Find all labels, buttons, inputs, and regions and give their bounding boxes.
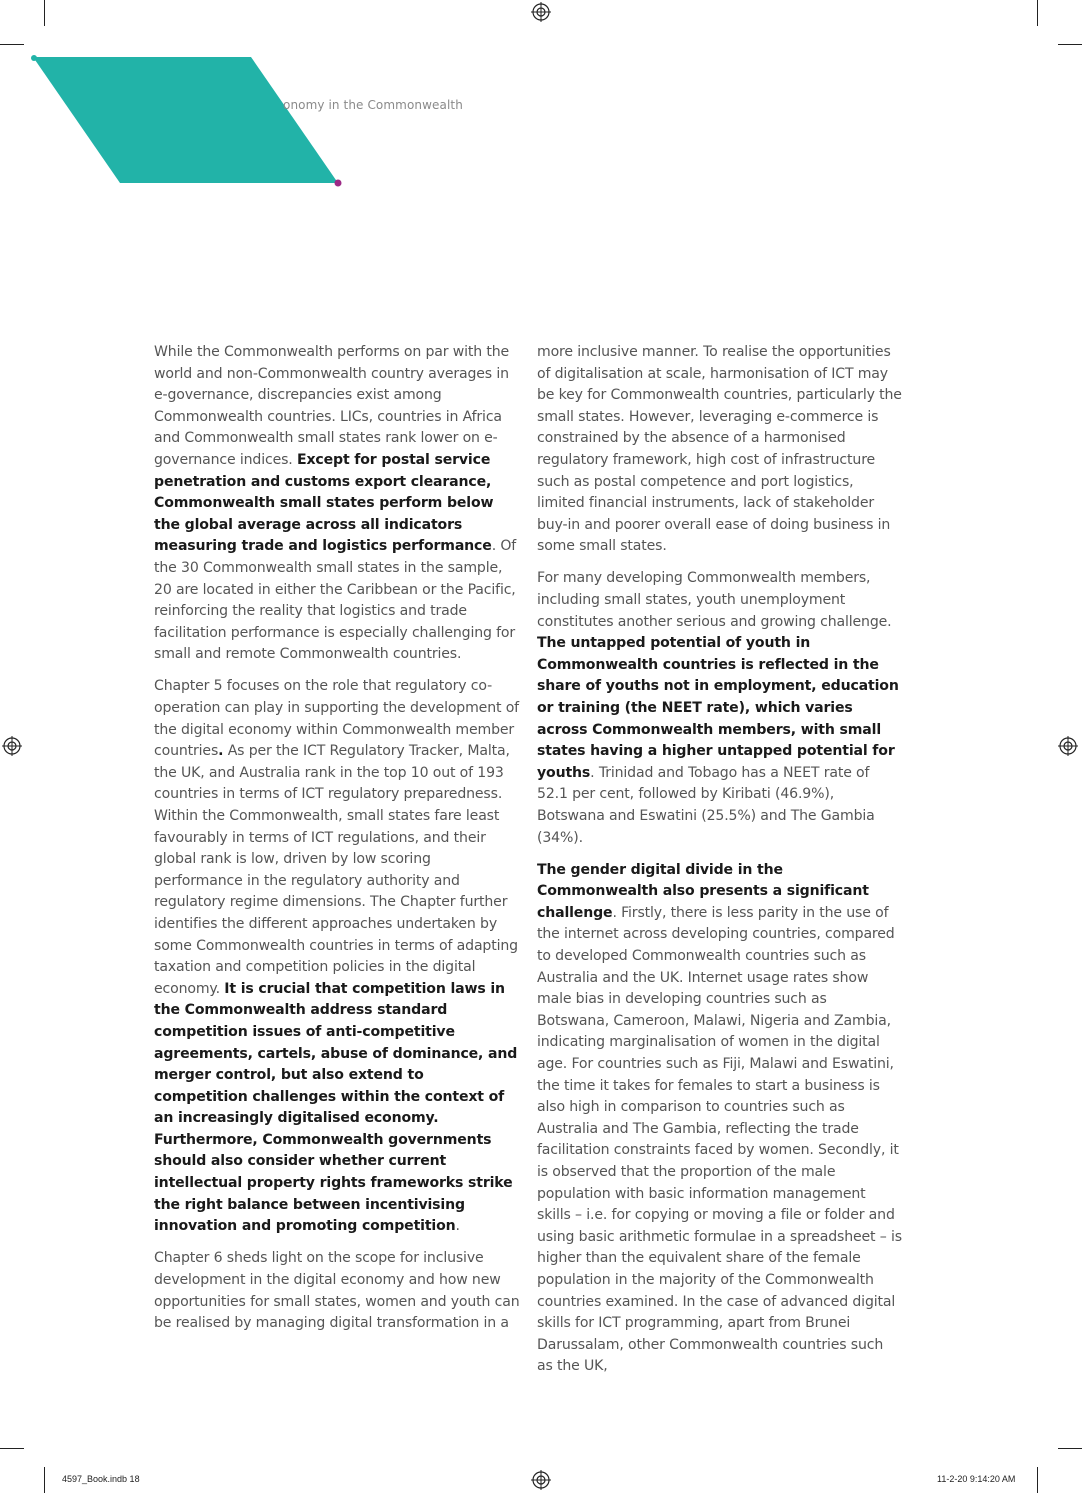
bold-text-run: Except for postal service penetration and customs export clearance, Commonwealth small states perform below the global average across all indicators measuring trade and logistics performance	[154, 451, 494, 555]
body-paragraph	[537, 568, 902, 849]
body-paragraph	[154, 342, 520, 666]
body-column-right	[537, 342, 902, 1388]
text-run: For many developing Commonwealth members, including small states, youth unemployment constitutes another serious and growing challenge.	[537, 570, 892, 630]
text-run: . Trinidad and Tobago has a NEET rate of 52.1 per cent, followed by Kiribati (46.9%), Botswana and Eswatini (25.5%) and The Gambia (34%).	[537, 764, 875, 846]
crop-mark	[1037, 1467, 1038, 1493]
crop-mark	[1058, 44, 1082, 45]
body-paragraph	[537, 860, 902, 1378]
slug-file-info: 4597_Book.indb 18	[62, 1474, 140, 1484]
text-run: . Firstly, there is less parity in the use of the internet across developing countries, compared to developed Commonwealth countries such as Australia and the UK. Internet usage rates show male bias in developing countries such as Botswana, Cameroon, Malawi, Nigeria and Zambia, indicating marginalisation of women in the digital age. For countries such as Fiji, Malawi and Eswatini, the time it takes for females to start a business is also high in comparison to countries such as Australia and The Gambia, reflecting the trade facilitation constraints faced by women. Secondly, it is observed that the proportion of the male population with basic information management skills – i.e. for copying or moving a file or folder and using basic arithmetic formulae in a spreadsheet – is higher than the equivalent share of the female population in the majority of the Commonwealth countries examined. In the case of advanced digital skills for ICT programming, apart from Brunei Darussalam, other Commonwealth countries such as the UK,	[537, 904, 902, 1375]
bold-text-run: It is crucial that competition laws in the Commonwealth address standard competition issues of anti-competitive agreements, cartels, abuse of dominance, and merger control, but also extend to competition challenges within the context of an increasingly digitalised economy. Furthermore, Commonwealth governments should also consider whether current intellectual property rights frameworks strike the right balance between incentivising innovation and promoting competition	[154, 980, 518, 1235]
bold-text-run: The gender digital divide in the Commonwealth also presents a significant challenge	[537, 861, 869, 921]
text-run: Chapter 6 sheds light on the scope for inclusive development in the digital economy and how new opportunities for small states, women and youth can be realised by managing digital transformation in a	[154, 1250, 520, 1332]
slug-timestamp: 11-2-20 9:14:20 AM	[937, 1474, 1016, 1484]
crop-mark	[1058, 1448, 1082, 1449]
body-paragraph	[537, 342, 902, 558]
text-run: . Of the 30 Commonwealth small states in the sample, 20 are located in either the Caribbean or the Pacific, reinforcing the reality that logistics and trade facilitation performance is especially challenging for small and remote Commonwealth countries.	[154, 538, 517, 663]
crop-mark	[1037, 0, 1038, 26]
crop-mark	[44, 1467, 45, 1493]
registration-mark-icon	[531, 2, 551, 22]
text-run: Chapter 5 focuses on the role that regulatory co-operation can play in supporting the development of the digital economy within Commonwealth member countries	[154, 678, 519, 760]
bold-text-run: The untapped potential of youth in Commonwealth countries is reflected in the share of youths not in employment, education or training (the NEET rate), which varies across Commonwealth members, with small states having a higher untapped potential for youths	[537, 635, 899, 781]
text-run: .	[455, 1218, 460, 1235]
registration-mark-icon	[2, 736, 22, 756]
registration-mark-icon	[531, 1470, 551, 1490]
body-paragraph	[154, 1248, 520, 1334]
crop-mark	[0, 1448, 24, 1449]
registration-mark-icon	[1058, 736, 1078, 756]
body-paragraph	[154, 676, 520, 1237]
text-run: While the Commonwealth performs on par with the world and non-Commonwealth country averages in e-governance, discrepancies exist among Commonwealth countries. LICs, countries in Africa and Commonwealth small states rank lower on e-governance indices.	[154, 344, 510, 468]
running-head: onomy in the Commonwealth	[283, 98, 463, 112]
text-run: As per the ICT Regulatory Tracker, Malta, the UK, and Australia rank in the top 10 out of 193 countries in terms of ICT regulatory preparedness. Within the Commonwealth, small states fare least favourably in terms of ICT regulations, and their global rank is low, driven by low scoring performance in the regulatory authority and regulatory regime dimensions. The Chapter further identifies the different approaches undertaken by some Commonwealth countries in terms of adapting taxation and competition policies in the digital economy.	[154, 743, 518, 997]
text-run: more inclusive manner. To realise the opportunities of digitalisation at scale, harmonisation of ICT may be key for Commonwealth countries, particularly the small states. However, leveraging e-commerce is constrained by the absence of a harmonised regulatory framework, high cost of infrastructure such as postal competence and port logistics, limited financial instruments, lack of stakeholder buy-in and poorer overall ease of doing business in some small states.	[537, 344, 902, 555]
body-column-left	[154, 342, 520, 1345]
bold-text-run: .	[218, 743, 224, 760]
